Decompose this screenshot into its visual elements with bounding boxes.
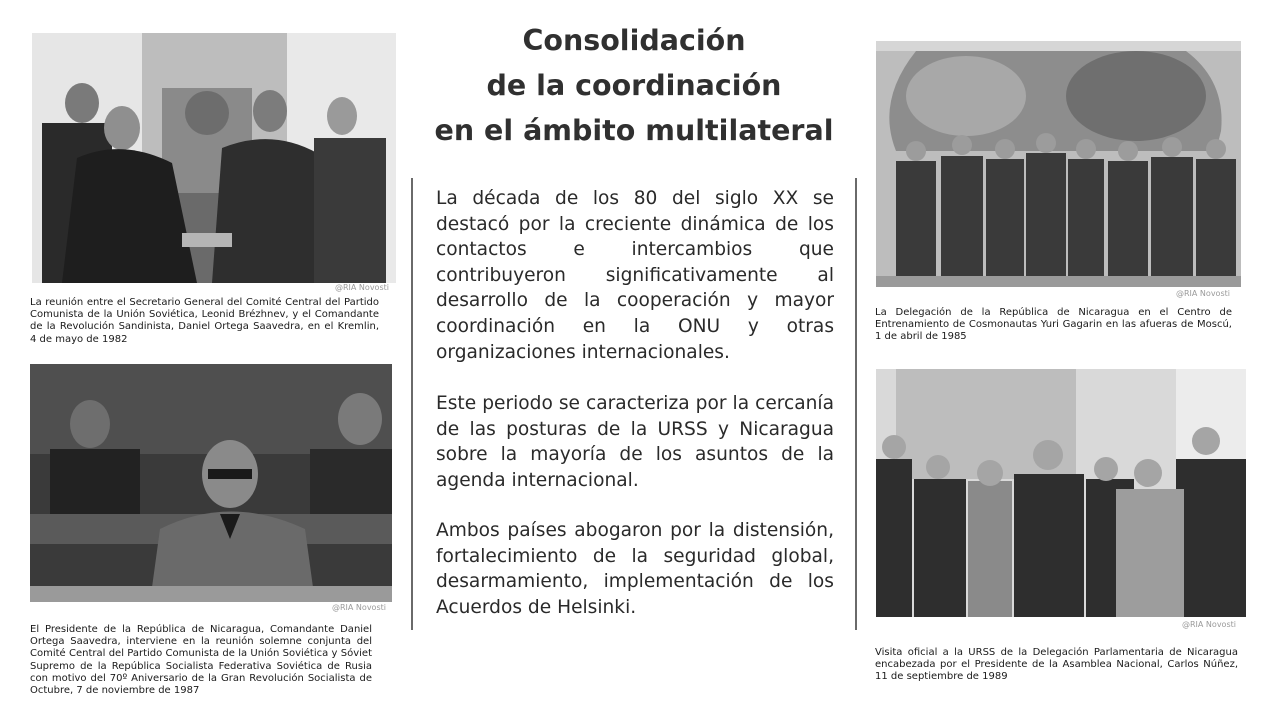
photo-cosmonaut-center	[876, 41, 1241, 287]
photo-caption: La Delegación de la República de Nicaragua en el Centro de Entrenamiento de Cosmonautas Yuri Gagarin en las afueras de Moscú, 1 de abril de 1985	[875, 307, 1232, 343]
left-divider	[411, 178, 413, 630]
body-paragraph: La década de los 80 del siglo XX se destacó por la creciente dinámica de los contactos e intercambios que contribuyeron significativamente al desarrollo de la cooperación y mayor coordinación en la ONU y otras organizaciones internacionales.	[436, 188, 834, 363]
page-title	[420, 18, 848, 153]
photo-caption: La reunión entre el Secretario General del Comité Central del Partido Comunista de la Unión Soviética, Leonid Brézhnev, y el Comandante de la Revolución Sandinista, Daniel Ortega Saavedra, en el Kremlin, 4 de mayo de 1982	[30, 297, 379, 345]
photo-ortega-speech	[30, 364, 392, 602]
photo-credit: @RIA Novosti	[332, 603, 386, 612]
right-divider	[855, 178, 857, 630]
photo-parliament-visit	[876, 369, 1246, 617]
photo-credit: @RIA Novosti	[1182, 620, 1236, 629]
photo-credit: @RIA Novosti	[335, 283, 389, 292]
body-paragraph: Ambos países abogaron por la distensión, fortalecimiento de la seguridad global, desarmamiento, implementación de los Acuerdos de Helsinki.	[436, 520, 834, 618]
title-line: Consolidación	[522, 24, 746, 57]
photo-kremlin-meeting	[32, 33, 396, 283]
photo-credit: @RIA Novosti	[1176, 289, 1230, 298]
photo-caption: Visita oficial a la URSS de la Delegación Parlamentaria de Nicaragua encabezada por el Presidente de la Asamblea Nacional, Carlos Núñez, 11 de septiembre de 1989	[875, 647, 1238, 683]
photo-caption: El Presidente de la República de Nicaragua, Comandante Daniel Ortega Saavedra, interviene en la reunión solemne conjunta del Comité Central del Partido Comunista de la Unión Soviética y Sóviet Supremo de la República Socialista Federativa Soviética de Rusia con motivo del 70º Aniversario de la Gran Revolución Socialista de Octubre, 7 de noviembre de 1987	[30, 624, 372, 697]
title-line: de la coordinación	[486, 69, 782, 102]
title-line: en el ámbito multilateral	[434, 114, 834, 147]
body-paragraph: Este periodo se caracteriza por la cercanía de las posturas de la URSS y Nicaragua sobre la mayoría de los asuntos de la agenda internacional.	[436, 393, 834, 491]
